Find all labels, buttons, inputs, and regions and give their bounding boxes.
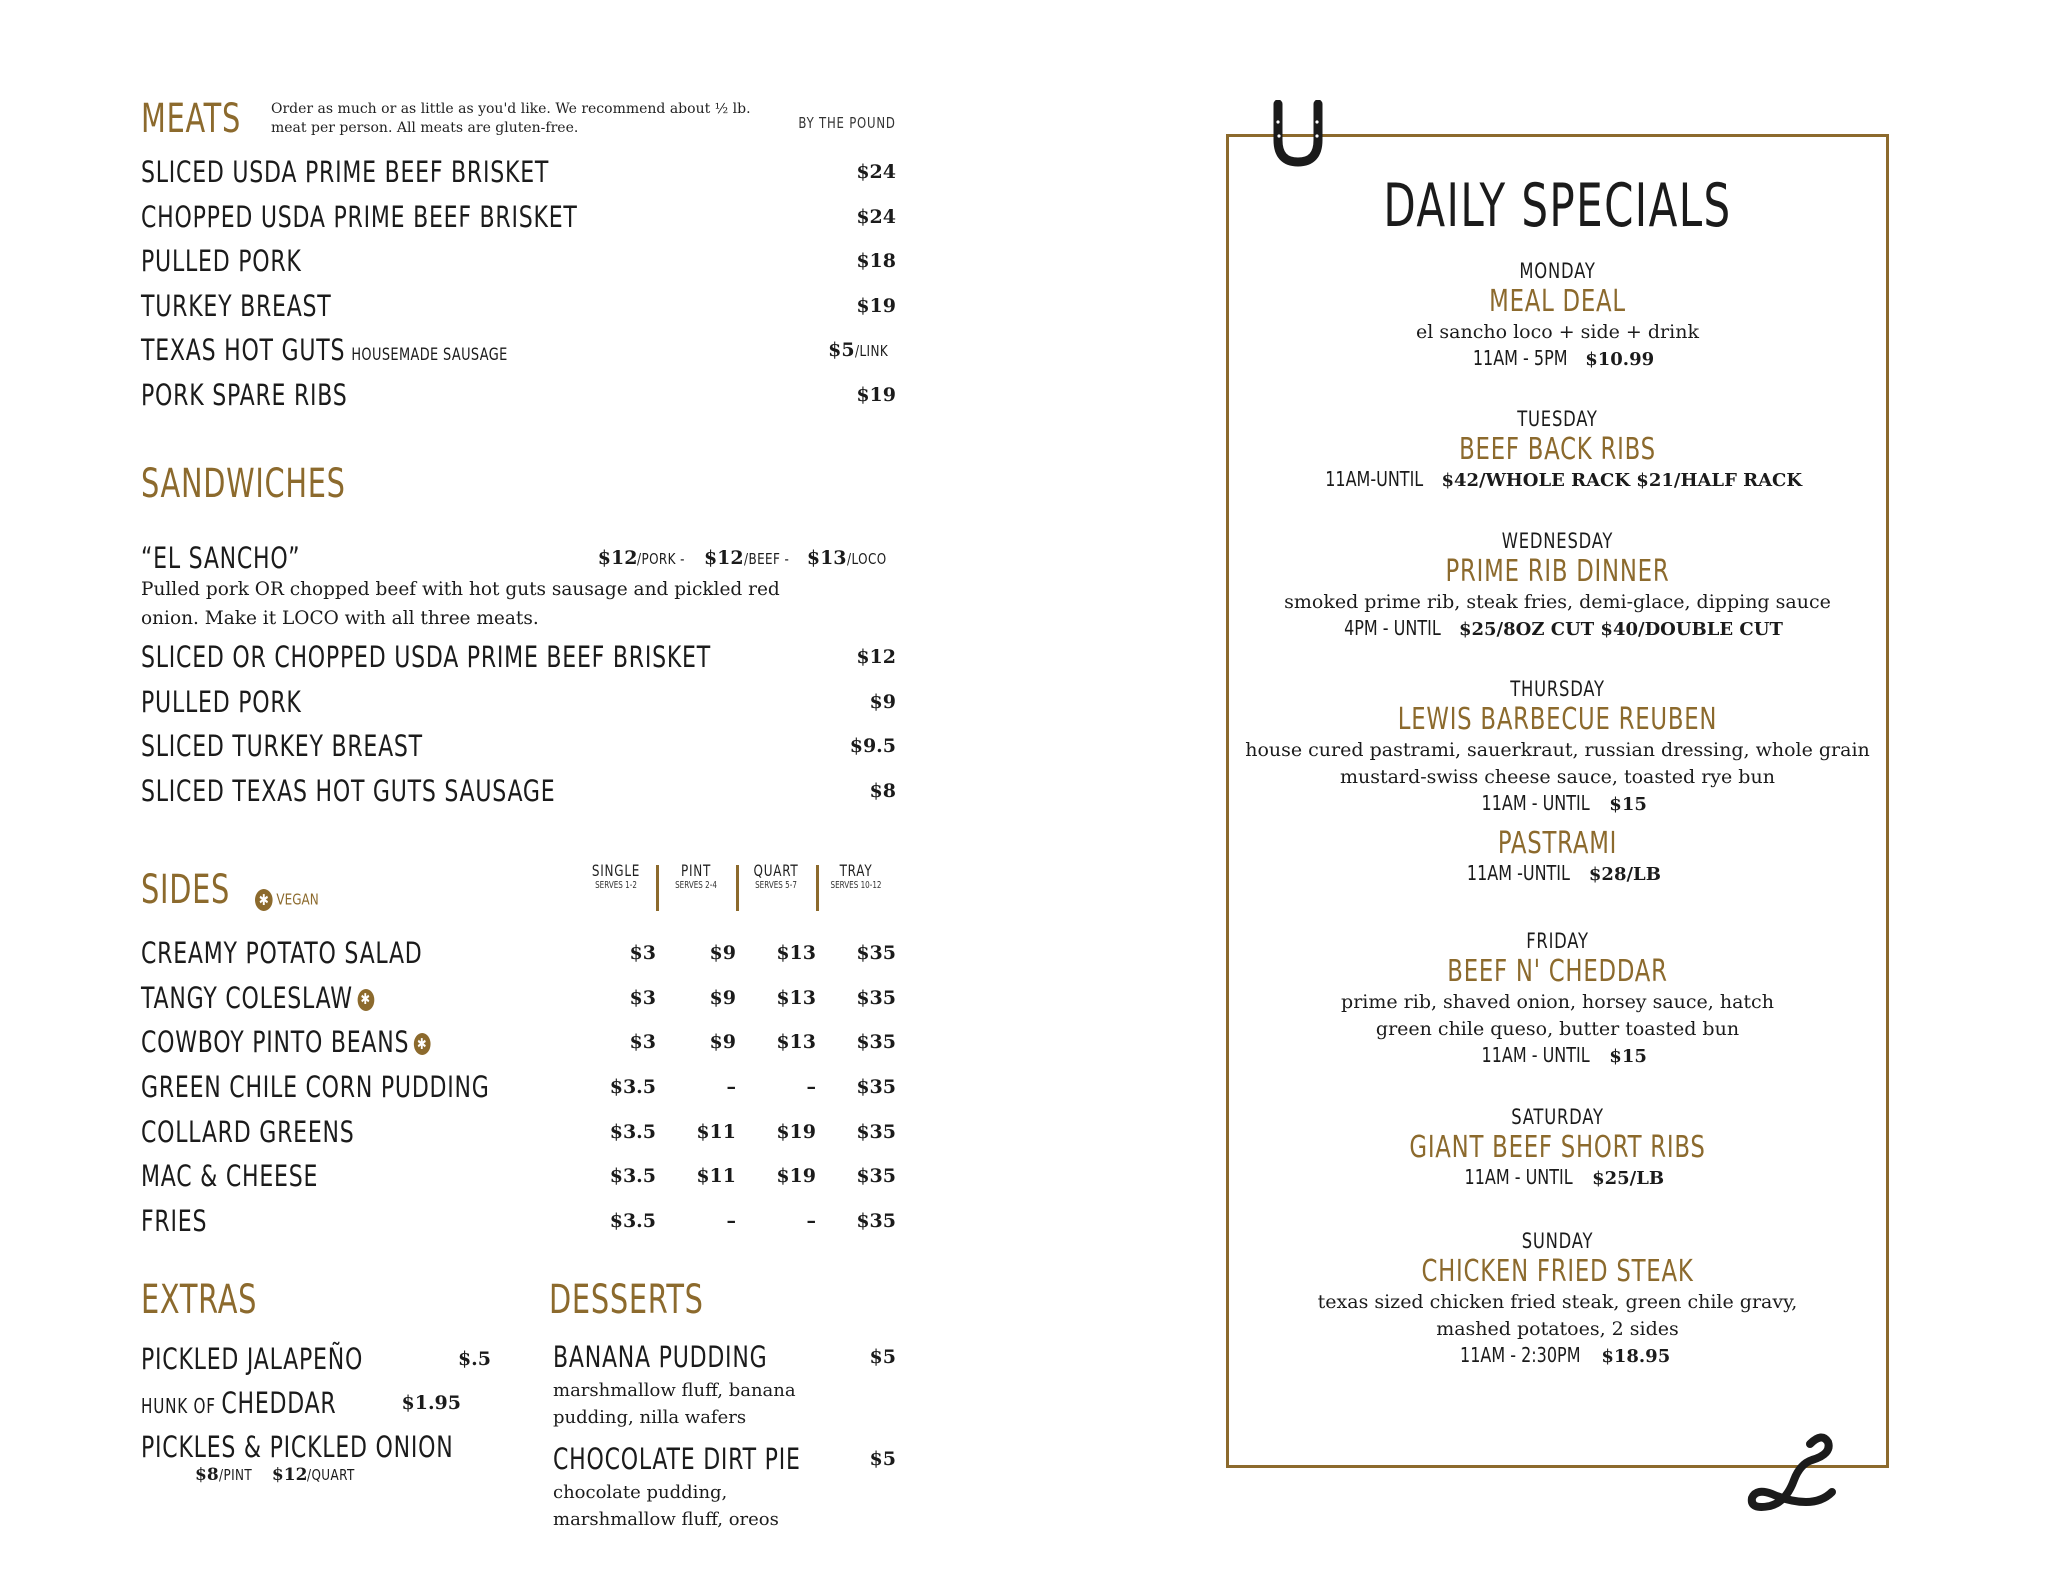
- price-cell: $35: [856, 1076, 896, 1099]
- special-price: $25/8OZ CUT $40/DOUBLE CUT: [1458, 619, 1783, 640]
- special-price: $15: [1609, 794, 1647, 815]
- price-cell: –: [726, 1209, 736, 1232]
- desserts-section: [549, 1265, 896, 1541]
- special-dish: GIANT BEEF SHORT RIBS: [1409, 1130, 1706, 1165]
- special-description: smoked prime rib, steak fries, demi-glace, dipping sauce: [1284, 591, 1831, 613]
- special-dish: BEEF N' CHEDDAR: [1447, 954, 1668, 989]
- list-item: TURKEY BREAST $19: [141, 288, 896, 323]
- el-sancho-row: “EL SANCHO” $12/PORK - $12/BEEF - $13/LOCO: [141, 541, 896, 575]
- price-cell: $13: [776, 1031, 816, 1054]
- list-item: HUNK OF CHEDDAR $1.95: [141, 1386, 461, 1421]
- price-cell: $35: [856, 986, 896, 1009]
- special-description: house cured pastrami, sauerkraut, russian dressing, whole grain mustard-swiss cheese sauce, toasted rye bun: [1245, 739, 1870, 788]
- sides-title: SIDES: [141, 867, 231, 913]
- vegan-legend: ✱ VEGAN: [255, 889, 319, 911]
- special-item: [1229, 529, 1886, 640]
- special-dish: BEEF BACK RIBS: [1459, 432, 1656, 467]
- vegan-star-icon: ✱: [414, 1033, 431, 1055]
- price-cell: –: [726, 1076, 736, 1099]
- sides-list: [141, 931, 896, 1243]
- dessert-description: chocolate pudding, marshmallow fluff, oreos: [553, 1482, 779, 1531]
- special-description: prime rib, shaved onion, horsey sauce, hatch green chile queso, butter toasted bun: [1341, 991, 1774, 1040]
- special-dish: PASTRAMI: [1497, 826, 1618, 861]
- price-cell: $3.5: [609, 1209, 656, 1232]
- extras-section: [141, 1265, 491, 1485]
- vegan-star-icon: ✱: [357, 989, 374, 1011]
- list-item: SLICED TURKEY BREAST $9.5: [141, 729, 896, 764]
- lewis-monogram-logo: [1740, 1430, 1840, 1520]
- pickles-prices: $8/PINT $12/QUART: [194, 1465, 356, 1486]
- meats-list: [141, 150, 896, 417]
- special-dish: CHICKEN FRIED STEAK: [1421, 1254, 1694, 1289]
- special-item: [1229, 929, 1886, 1067]
- dessert-description: marshmallow fluff, banana pudding, nilla wafers: [553, 1380, 796, 1429]
- special-day: FRIDAY: [1526, 929, 1589, 953]
- item-subtitle: HOUSEMADE SAUSAGE: [351, 345, 508, 366]
- daily-specials-panel: [1226, 134, 1889, 1468]
- special-description: texas sized chicken fried steak, green chile gravy, mashed potatoes, 2 sides: [1317, 1291, 1798, 1340]
- special-item: [1229, 407, 1886, 491]
- list-item: TEXAS HOT GUTS HOUSEMADE SAUSAGE $5/LINK: [141, 333, 888, 368]
- list-item: SLICED USDA PRIME BEEF BRISKET $24: [141, 155, 896, 190]
- extras-title: EXTRAS: [141, 1277, 258, 1324]
- vegan-star-icon: ✱: [255, 889, 273, 911]
- special-day: MONDAY: [1519, 259, 1596, 283]
- price-cell: $11: [696, 1120, 736, 1143]
- sandwiches-header: [141, 461, 896, 511]
- price-cell: $19: [776, 1165, 816, 1188]
- special-item: [1229, 677, 1886, 815]
- list-item: PICKLED JALAPEÑO $.5: [141, 1342, 491, 1377]
- extras-desserts-section: [141, 1265, 896, 1545]
- list-item: SLICED TEXAS HOT GUTS SAUSAGE $8: [141, 773, 896, 808]
- daily-specials-title: DAILY SPECIALS: [1383, 171, 1732, 241]
- special-day: SATURDAY: [1511, 1105, 1604, 1129]
- special-dish: MEAL DEAL: [1489, 284, 1626, 319]
- special-day: TUESDAY: [1517, 407, 1598, 431]
- price-cell: $13: [776, 942, 816, 965]
- price-cell: $9: [709, 942, 736, 965]
- meats-header: [141, 90, 896, 146]
- price-cell: –: [806, 1209, 816, 1232]
- price-cell: $13: [776, 986, 816, 1009]
- special-hours: 4PM - UNTIL: [1344, 616, 1441, 640]
- sides-header: [141, 855, 896, 925]
- price-cell: $19: [776, 1120, 816, 1143]
- special-day: SUNDAY: [1521, 1229, 1594, 1253]
- special-hours: 11AM-UNTIL: [1325, 467, 1424, 491]
- table-row: FRIES $3.5 – – $35: [141, 1203, 896, 1238]
- special-item: [1229, 259, 1886, 370]
- special-price: $28/LB: [1588, 864, 1661, 885]
- list-item: PULLED PORK $9: [141, 684, 896, 719]
- special-price: $25/LB: [1592, 1168, 1665, 1189]
- horseshoe-icon: [1268, 100, 1328, 170]
- price-cell: $11: [696, 1165, 736, 1188]
- table-row: GREEN CHILE CORN PUDDING $3.5 – – $35: [141, 1070, 896, 1105]
- meats-title: MEATS: [141, 96, 241, 142]
- price-cell: $3: [629, 1031, 656, 1054]
- table-row: COWBOY PINTO BEANS ✱ $3 $9 $13 $35: [141, 1025, 896, 1060]
- special-price: $15: [1609, 1046, 1647, 1067]
- el-sancho-description: Pulled pork OR chopped beef with hot guts sausage and pickled red onion. Make it LOCO with all three meats.: [141, 579, 780, 629]
- desserts-title: DESSERTS: [549, 1277, 704, 1324]
- special-hours: 11AM - UNTIL: [1464, 1165, 1573, 1189]
- sandwiches-title: SANDWICHES: [141, 461, 346, 507]
- special-hours: 11AM - 5PM: [1472, 346, 1568, 370]
- table-row: TANGY COLESLAW ✱ $3 $9 $13 $35: [141, 980, 896, 1015]
- special-price: $42/WHOLE RACK $21/HALF RACK: [1441, 470, 1803, 491]
- special-hours: 11AM - UNTIL: [1481, 791, 1590, 815]
- price-cell: –: [806, 1076, 816, 1099]
- sandwiches-list: [141, 635, 896, 813]
- price-cell: $35: [856, 1165, 896, 1188]
- special-price: $18.95: [1601, 1346, 1671, 1367]
- special-day: THURSDAY: [1510, 677, 1605, 701]
- price-cell: $35: [856, 1209, 896, 1232]
- list-item: CHOCOLATE DIRT PIE $5: [553, 1442, 896, 1477]
- special-hours: 11AM -UNTIL: [1466, 861, 1571, 885]
- price-cell: $35: [856, 1031, 896, 1054]
- table-row: CREAMY POTATO SALAD $3 $9 $13 $35: [141, 936, 896, 971]
- sides-size-columns: [576, 861, 896, 891]
- special-day: WEDNESDAY: [1501, 529, 1614, 553]
- price-cell: $3.5: [609, 1120, 656, 1143]
- price-cell: $3: [629, 942, 656, 965]
- list-item: PORK SPARE RIBS $19: [141, 377, 896, 412]
- price-cell: $35: [856, 1120, 896, 1143]
- special-hours: 11AM - UNTIL: [1481, 1043, 1590, 1067]
- special-description: el sancho loco + side + drink: [1416, 321, 1699, 343]
- special-hours: 11AM - 2:30PM: [1459, 1343, 1581, 1367]
- special-item: [1229, 1105, 1886, 1189]
- price-cell: $3.5: [609, 1165, 656, 1188]
- size-pint: PINT SERVES 2-4: [656, 861, 736, 891]
- price-cell: $9: [709, 1031, 736, 1054]
- left-menu-column: [141, 90, 896, 1545]
- list-item: SLICED OR CHOPPED USDA PRIME BEEF BRISKET $12: [141, 640, 896, 675]
- meats-note: Order as much or as little as you'd like. We recommend about ½ lb. meat per person. All meats are gluten-free.: [271, 101, 751, 136]
- price-cell: $3.5: [609, 1076, 656, 1099]
- price-cell: $35: [856, 942, 896, 965]
- list-item: CHOPPED USDA PRIME BEEF BRISKET $24: [141, 199, 896, 234]
- table-row: MAC & CHEESE $3.5 $11 $19 $35: [141, 1159, 896, 1194]
- special-item: [1229, 1229, 1886, 1367]
- size-tray: TRAY SERVES 10-12: [816, 861, 896, 891]
- list-item: PICKLES & PICKLED ONION: [141, 1430, 454, 1465]
- price-cell: $9: [709, 986, 736, 1009]
- by-the-pound-label: BY THE POUND: [798, 114, 896, 132]
- table-row: COLLARD GREENS $3.5 $11 $19 $35: [141, 1114, 896, 1149]
- list-item: PULLED PORK $18: [141, 244, 896, 279]
- list-item: BANANA PUDDING $5: [553, 1340, 896, 1375]
- special-price: $10.99: [1585, 349, 1655, 370]
- special-dish: LEWIS BARBECUE REUBEN: [1397, 702, 1718, 737]
- special-item: [1229, 825, 1886, 885]
- size-single: SINGLE SERVES 1-2: [591, 861, 641, 891]
- special-dish: PRIME RIB DINNER: [1445, 554, 1670, 589]
- price-cell: $3: [629, 986, 656, 1009]
- size-quart: QUART SERVES 5-7: [736, 861, 816, 891]
- el-sancho-prices: $12/PORK - $12/BEEF - $13/LOCO: [597, 547, 887, 569]
